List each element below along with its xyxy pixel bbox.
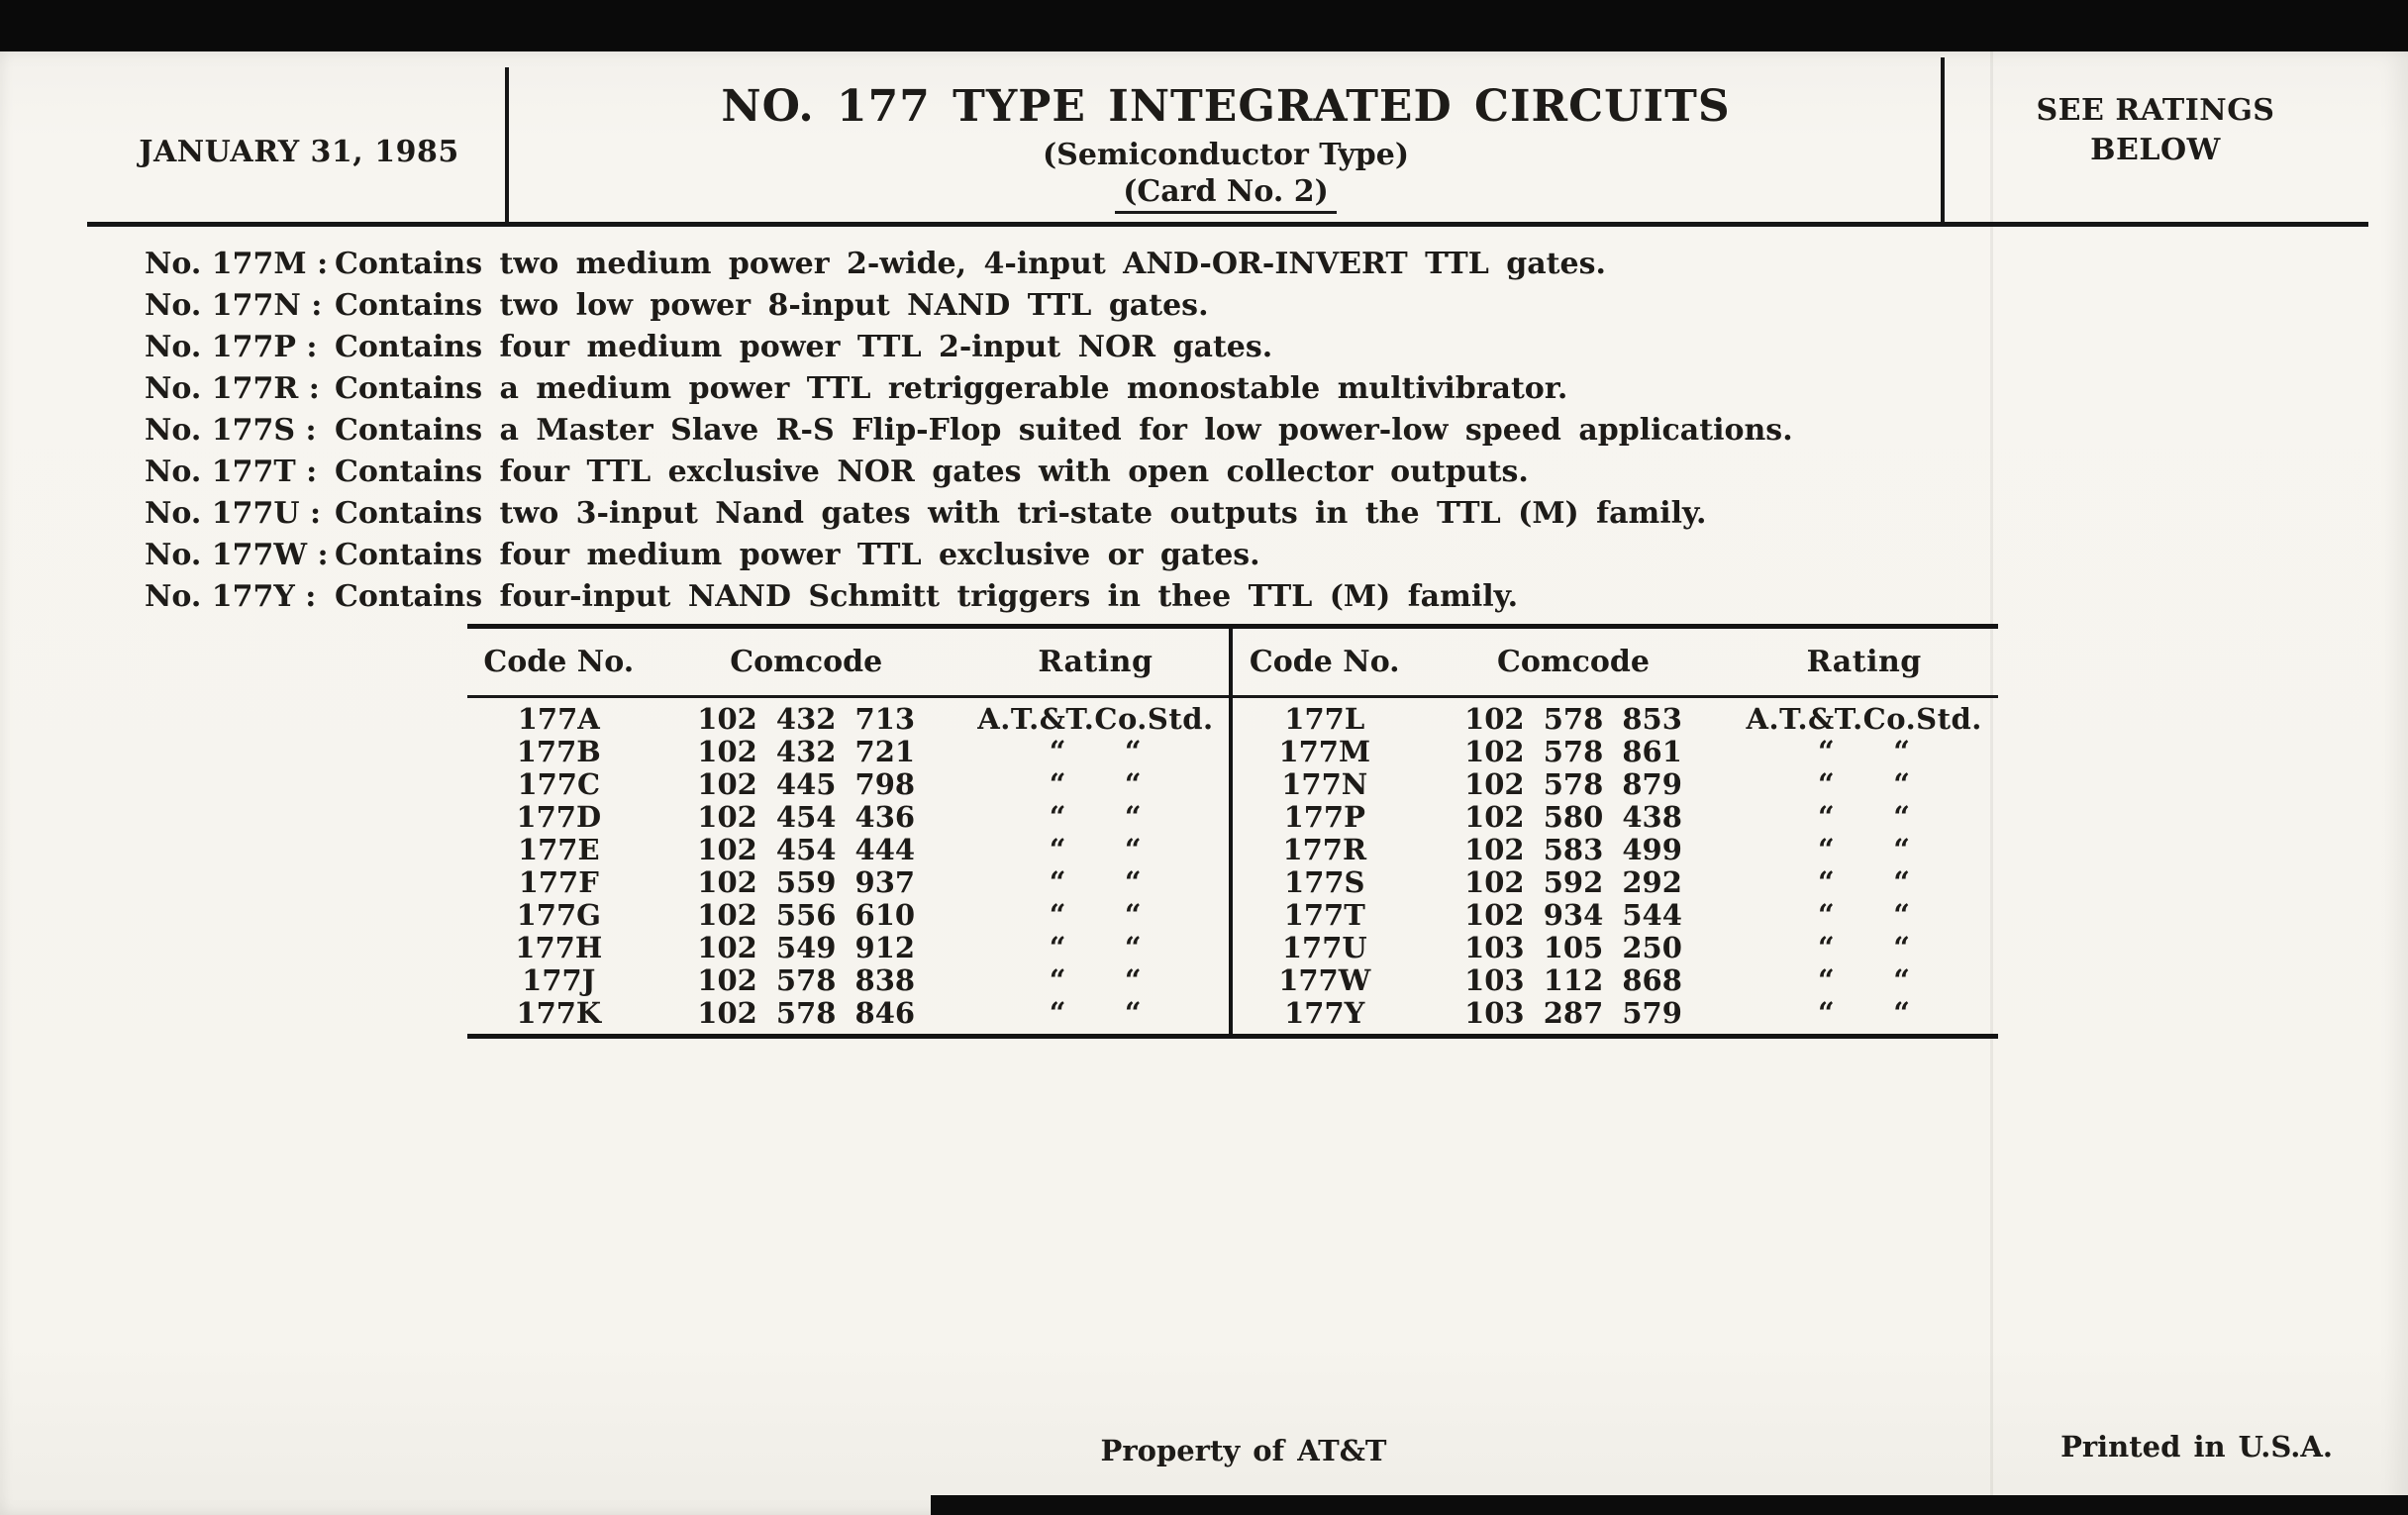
table-row — [467, 801, 1229, 834]
table-header-right — [1233, 629, 1998, 698]
header-rule — [87, 222, 2368, 227]
table-row — [467, 736, 1229, 768]
header-title-block — [509, 81, 1943, 214]
document-title: NO. 177 TYPE INTEGRATED CIRCUITS — [721, 81, 1731, 132]
comcode-cell: 102 578 838 — [697, 963, 916, 997]
rating-cell: “ “ — [1818, 735, 1911, 768]
code-cell: 177N — [1281, 767, 1368, 801]
code-cell: 177P — [1283, 800, 1365, 834]
table-row — [1233, 964, 1998, 997]
comcode-cell: 102 578 861 — [1464, 735, 1682, 768]
table-row — [467, 768, 1229, 801]
code-cell: 177F — [518, 865, 599, 899]
code-cell: 177R — [1282, 833, 1367, 866]
code-cell: 177M — [1278, 735, 1371, 768]
description-line — [145, 452, 2085, 493]
circuit-description-text: Contains four medium power TTL 2-input NOR gates. — [335, 330, 1273, 364]
table-row — [467, 866, 1229, 899]
description-line — [145, 410, 2085, 452]
table-header-left — [467, 629, 1229, 698]
circuit-code-label: No. 177W : — [145, 538, 329, 572]
rating-cell: “ “ — [1818, 800, 1911, 834]
table-row — [1233, 834, 1998, 866]
rating-cell: “ “ — [1049, 865, 1143, 899]
code-cell: 177C — [517, 767, 601, 801]
comcode-cell: 102 559 937 — [697, 865, 916, 899]
comcode-cell: 102 445 798 — [697, 767, 916, 801]
circuit-code-label: No. 177M : — [145, 247, 329, 281]
rating-cell: “ “ — [1049, 833, 1143, 866]
table-body-left — [467, 698, 1229, 1034]
rating-cell: “ “ — [1818, 767, 1911, 801]
comcode-cell: 103 105 250 — [1464, 931, 1682, 964]
column-header-code: Code No. — [1249, 645, 1400, 679]
circuit-descriptions — [145, 244, 2085, 618]
code-cell: 177H — [515, 931, 603, 964]
table-panel-right — [1233, 629, 1998, 1034]
description-line — [145, 285, 2085, 327]
see-ratings-note — [1943, 91, 2368, 170]
comcode-cell: 102 578 879 — [1464, 767, 1682, 801]
table-row — [1233, 932, 1998, 964]
rating-cell: A.T.&T.Co.Std. — [1746, 702, 1982, 736]
table-row — [467, 834, 1229, 866]
table-row — [467, 964, 1229, 997]
code-cell: 177D — [516, 800, 602, 834]
table-row — [1233, 899, 1998, 932]
circuit-code-label: No. 177P : — [145, 330, 318, 364]
comcode-cell: 102 580 438 — [1464, 800, 1682, 834]
rating-cell: “ “ — [1818, 865, 1911, 899]
circuit-description-text: Contains four medium power TTL exclusive or gates. — [335, 538, 1260, 572]
circuit-description-text: Contains two medium power 2-wide, 4-input AND-OR-INVERT TTL gates. — [335, 247, 1606, 281]
code-cell: 177U — [1281, 931, 1367, 964]
subtitle-semiconductor-type: (Semiconductor Type) — [1042, 138, 1410, 172]
code-cell: 177T — [1283, 898, 1365, 932]
issue-date: JANUARY 31, 1985 — [139, 135, 459, 169]
comcode-cell: 103 287 579 — [1464, 996, 1682, 1030]
column-header-code: Code No. — [483, 645, 635, 679]
circuit-code-label: No. 177T : — [145, 454, 318, 489]
rating-cell: “ “ — [1818, 833, 1911, 866]
rating-cell: “ “ — [1049, 735, 1143, 768]
description-line — [145, 368, 2085, 410]
scan-top-band — [0, 0, 2408, 51]
description-line — [145, 244, 2085, 285]
table-row — [467, 997, 1229, 1030]
rating-cell: “ “ — [1049, 898, 1143, 932]
code-cell: 177W — [1278, 963, 1371, 997]
comcode-cell: 102 454 444 — [697, 833, 916, 866]
comcode-cell: 102 583 499 — [1464, 833, 1682, 866]
code-cell: 177S — [1284, 865, 1365, 899]
footer-printed-notice: Printed in U.S.A. — [2060, 1430, 2333, 1464]
rating-cell: “ “ — [1818, 963, 1911, 997]
table-row — [1233, 801, 1998, 834]
circuit-code-label: No. 177R : — [145, 371, 320, 406]
table-body-right — [1233, 698, 1998, 1034]
column-header-comcode: Comcode — [1496, 645, 1650, 679]
code-cell: 177A — [517, 702, 600, 736]
comcode-cell: 102 934 544 — [1464, 898, 1682, 932]
rating-cell: “ “ — [1818, 898, 1911, 932]
code-cell: 177G — [516, 898, 601, 932]
code-cell: 177Y — [1284, 996, 1365, 1030]
code-cell: 177E — [517, 833, 600, 866]
table-row — [1233, 997, 1998, 1030]
table-row — [1233, 736, 1998, 768]
rating-cell: “ “ — [1049, 767, 1143, 801]
circuit-description-text: Contains four-input NAND Schmitt triggers in thee TTL (M) family. — [335, 579, 1519, 614]
codes-table — [467, 624, 1998, 1039]
comcode-cell: 103 112 868 — [1464, 963, 1682, 997]
code-cell: 177J — [522, 963, 596, 997]
rating-cell: “ “ — [1818, 931, 1911, 964]
table-row — [1233, 703, 1998, 736]
comcode-cell: 102 592 292 — [1464, 865, 1682, 899]
comcode-cell: 102 556 610 — [697, 898, 916, 932]
code-cell: 177K — [516, 996, 602, 1030]
table-row — [467, 932, 1229, 964]
scan-bottom-band — [931, 1495, 2408, 1515]
code-cell: 177L — [1284, 702, 1365, 736]
column-header-rating: Rating — [1806, 645, 1922, 679]
comcode-cell: 102 578 846 — [697, 996, 916, 1030]
circuit-code-label: No. 177U : — [145, 496, 322, 531]
table-row — [1233, 768, 1998, 801]
subtitle-card-number: (Card No. 2) — [1115, 174, 1337, 214]
code-cell: 177B — [516, 735, 601, 768]
circuit-code-label: No. 177S : — [145, 413, 317, 448]
description-line — [145, 576, 2085, 618]
circuit-description-text: Contains two low power 8-input NAND TTL gates. — [335, 288, 1209, 323]
comcode-cell: 102 432 713 — [697, 702, 916, 736]
footer-property-notice: Property of AT&T — [1100, 1434, 1387, 1467]
table-row — [467, 703, 1229, 736]
description-line — [145, 327, 2085, 368]
circuit-description-text: Contains four TTL exclusive NOR gates with open collector outputs. — [335, 454, 1529, 489]
column-header-rating: Rating — [1038, 645, 1154, 679]
column-header-comcode: Comcode — [730, 645, 883, 679]
card-paper — [0, 51, 2408, 1515]
table-panel-left — [467, 629, 1233, 1034]
description-line — [145, 535, 2085, 576]
circuit-description-text: Contains a medium power TTL retriggerable monostable multivibrator. — [335, 371, 1568, 406]
circuit-code-label: No. 177Y : — [145, 579, 317, 614]
comcode-cell: 102 454 436 — [697, 800, 916, 834]
table-row — [467, 899, 1229, 932]
rating-cell: “ “ — [1049, 963, 1143, 997]
see-ratings-note-line2: BELOW — [2090, 133, 2221, 167]
circuit-description-text: Contains a Master Slave R-S Flip-Flop suited for low power-low speed applications. — [335, 413, 1793, 448]
comcode-cell: 102 578 853 — [1464, 702, 1682, 736]
comcode-cell: 102 549 912 — [697, 931, 916, 964]
table-row — [1233, 866, 1998, 899]
see-ratings-note-line1: SEE RATINGS — [2036, 93, 2275, 128]
rating-cell: “ “ — [1049, 931, 1143, 964]
circuit-description-text: Contains two 3-input Nand gates with tri-state outputs in the TTL (M) family. — [335, 496, 1707, 531]
comcode-cell: 102 432 721 — [697, 735, 916, 768]
circuit-code-label: No. 177N : — [145, 288, 323, 323]
rating-cell: “ “ — [1818, 996, 1911, 1030]
rating-cell: A.T.&T.Co.Std. — [977, 702, 1214, 736]
description-line — [145, 493, 2085, 535]
rating-cell: “ “ — [1049, 800, 1143, 834]
rating-cell: “ “ — [1049, 996, 1143, 1030]
